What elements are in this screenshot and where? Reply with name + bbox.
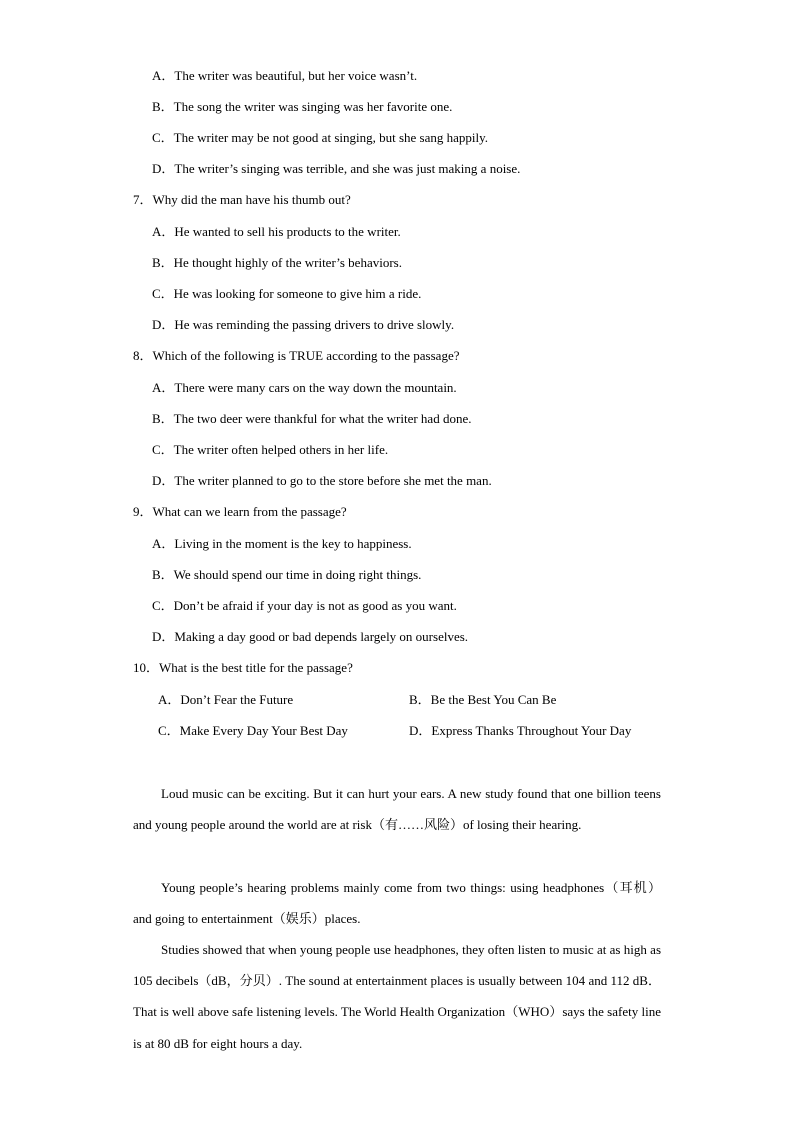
passage-paragraph-2: Young people’s hearing problems mainly come from two things: using headphones（耳机）and going to entertainment（娱乐）places.	[133, 880, 661, 927]
q8-option-b: B．The two deer were thankful for what the writer had done.	[152, 411, 472, 426]
q7-option-c: C．He was looking for someone to give him a ride.	[152, 286, 422, 301]
passage-paragraph-3: Studies showed that when young people use headphones, they often listen to music at as high as 105 decibels（dB，分贝）. The sound at entertainment places is usually between 104 and 112 dB． That is well above safe listening levels. The World Health Organization（WHO）says the safety line is at 80 dB for eight hours a day.	[133, 942, 661, 1051]
q9-question: 9．What can we learn from the passage?	[133, 504, 347, 519]
q7-option-a: A．He wanted to sell his products to the writer.	[152, 224, 401, 239]
q8-option-a: A．There were many cars on the way down the mountain.	[152, 380, 457, 395]
q6-option-d: D．The writer’s singing was terrible, and she was just making a noise.	[152, 161, 521, 176]
q8-question: 8．Which of the following is TRUE according to the passage?	[133, 348, 460, 363]
q10-option-c: C．Make Every Day Your Best Day	[158, 723, 348, 738]
q7-question: 7．Why did the man have his thumb out?	[133, 192, 351, 207]
q9-option-d: D．Making a day good or bad depends largely on ourselves.	[152, 629, 469, 644]
q9-option-c: C．Don’t be afraid if your day is not as good as you want.	[152, 598, 457, 613]
q8-option-d: D．The writer planned to go to the store before she met the man.	[152, 473, 492, 488]
q9-option-a: A．Living in the moment is the key to happiness.	[152, 536, 412, 551]
q9-option-b: B．We should spend our time in doing right things.	[152, 567, 422, 582]
q6-option-c: C．The writer may be not good at singing, but she sang happily.	[152, 130, 489, 145]
passage-paragraph-1: Loud music can be exciting. But it can hurt your ears. A new study found that one billion teens and young people around the world are at risk（有……风险）of losing their hearing.	[133, 786, 661, 833]
q8-option-c: C．The writer often helped others in her life.	[152, 442, 389, 457]
q7-option-b: B．He thought highly of the writer’s behaviors.	[152, 255, 402, 270]
q7-option-d: D．He was reminding the passing drivers to drive slowly.	[152, 317, 455, 332]
q10-question: 10．What is the best title for the passage?	[133, 660, 353, 675]
q10-option-b: B．Be the Best You Can Be	[409, 692, 557, 707]
q6-option-a: A．The writer was beautiful, but her voice wasn’t.	[152, 68, 418, 83]
q10-option-d: D．Express Thanks Throughout Your Day	[409, 723, 632, 738]
q10-option-a: A．Don’t Fear the Future	[158, 692, 294, 707]
q6-option-b: B．The song the writer was singing was her favorite one.	[152, 99, 453, 114]
